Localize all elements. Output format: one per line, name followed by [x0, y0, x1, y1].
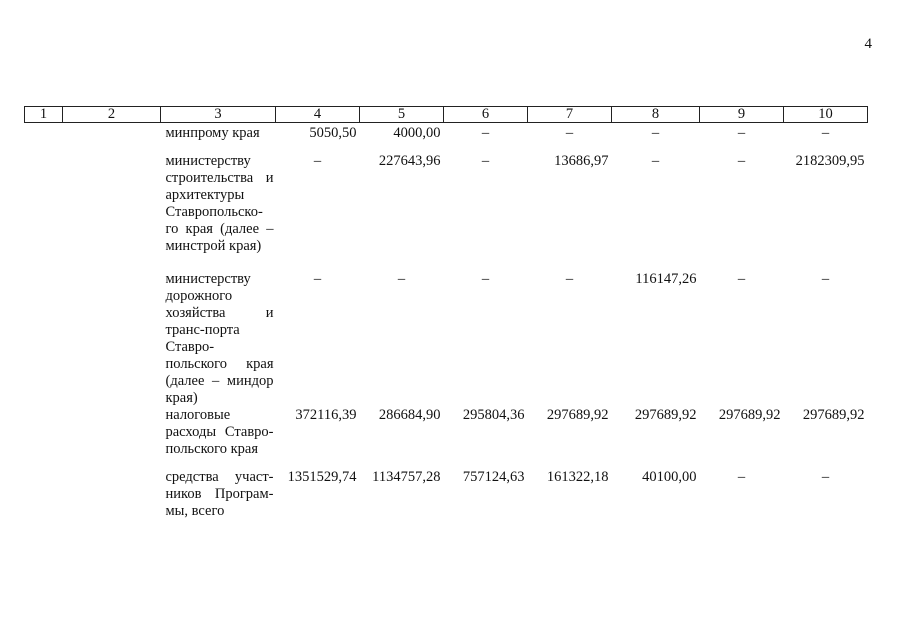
cell-value: –	[821, 271, 830, 287]
table-row	[25, 123, 868, 154]
col-header-7: 7	[528, 107, 612, 123]
cell-value: 2182309,95	[795, 153, 865, 169]
cell-value: –	[737, 469, 746, 485]
cell-value: –	[481, 153, 490, 169]
cell-value: –	[313, 153, 322, 169]
col-header-2: 2	[63, 107, 161, 123]
col-header-4: 4	[276, 107, 360, 123]
cell-value: –	[313, 271, 322, 287]
row-label: налоговые расходы Ставро-польского края	[165, 407, 274, 457]
cell-value: 1351529,74	[287, 469, 357, 485]
row-label: министерству строительства и архитектуры Ставропольско-го края (далее – минстрой края)	[165, 153, 274, 254]
cell-value: 1134757,28	[372, 469, 441, 485]
cell-value: –	[821, 469, 830, 485]
cell-value: 4000,00	[393, 125, 441, 141]
cell-value: –	[565, 271, 574, 287]
cell-value: 13686,97	[554, 153, 609, 169]
header-row	[25, 107, 868, 123]
cell-value: 116147,26	[635, 271, 697, 287]
col-header-5: 5	[360, 107, 444, 123]
col-header-6: 6	[444, 107, 528, 123]
cell-value: –	[737, 271, 746, 287]
col-header-1: 1	[25, 107, 63, 123]
budget-table	[24, 106, 868, 520]
cell-empty	[25, 123, 63, 154]
cell-value: –	[397, 271, 406, 287]
table-row	[25, 271, 868, 407]
row-label: минпрому края	[165, 125, 260, 141]
table-row	[25, 153, 868, 271]
cell-value: –	[651, 153, 660, 169]
cell-value: 757124,63	[462, 469, 525, 485]
cell-value: 297689,92	[718, 407, 781, 423]
col-header-8: 8	[612, 107, 700, 123]
cell-value: 227643,96	[378, 153, 441, 169]
table-row	[25, 407, 868, 469]
cell-value: –	[481, 125, 490, 141]
cell-value: –	[821, 125, 830, 141]
cell-value: 286684,90	[378, 407, 441, 423]
cell-empty	[63, 123, 161, 154]
cell-value: 372116,39	[295, 407, 357, 423]
page-number: 4	[864, 36, 872, 52]
cell-value: –	[737, 153, 746, 169]
row-label: министерству дорожного хозяйства и транс-порта Ставро-польского края (далее – миндор края)	[165, 271, 274, 406]
cell-empty	[63, 469, 161, 520]
cell-value: –	[651, 125, 660, 141]
cell-value: 297689,92	[634, 407, 697, 423]
cell-value: 161322,18	[546, 469, 609, 485]
cell-empty	[25, 469, 63, 520]
cell-empty	[63, 153, 161, 271]
col-header-9: 9	[700, 107, 784, 123]
col-header-10: 10	[784, 107, 868, 123]
table-row	[25, 469, 868, 520]
cell-value: –	[481, 271, 490, 287]
cell-value: 5050,50	[309, 125, 357, 141]
cell-empty	[63, 271, 161, 407]
cell-value: 297689,92	[802, 407, 865, 423]
cell-value: –	[737, 125, 746, 141]
cell-empty	[63, 407, 161, 469]
cell-value: 297689,92	[546, 407, 609, 423]
col-header-3: 3	[161, 107, 276, 123]
cell-value: 295804,36	[462, 407, 525, 423]
cell-value: 40100,00	[642, 469, 697, 485]
row-label: средства участ-ников Програм-мы, всего	[165, 469, 274, 519]
cell-empty	[25, 271, 63, 407]
cell-empty	[25, 153, 63, 271]
cell-value: –	[565, 125, 574, 141]
cell-empty	[25, 407, 63, 469]
